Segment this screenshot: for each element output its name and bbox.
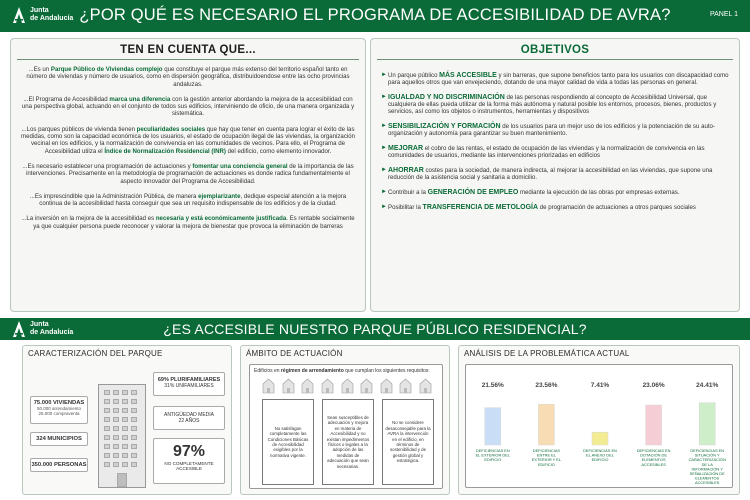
ten-en-cuenta-title: TEN EN CUENTA QUE... [120,44,256,56]
logo-line-1: Junta [30,7,49,14]
panel-tag: PANEL 1 [709,11,738,18]
bar-value-label: 7.41% [590,382,610,389]
bar-1 [485,408,501,445]
arrow-bullet-icon: ► [381,93,387,100]
arrow-bullet-icon: ► [381,71,387,78]
objetivo-item: ► AHORRAR costes para la sociedad, de manera indirecta, al mejorar la accesibilidad en las viviendas, que supone una reducción de la asistencia social y sanitaria a domicilio. [381,167,713,182]
house-icon [341,378,354,394]
personas-stat: 350.000 PERSONAS [30,458,88,472]
objetivo-item: ► IGUALDAD Y NO DISCRIMINACIÓN de las personas respondiendo al concepto de Accesibilidad Universal, que cualquiera de ellas pueda utilizar de la forma más autónoma y natural posible los entornos, procesos, bienes, productos y servicios, así como los objetos o instrumentos, herramientas y dispositivos [381,93,717,116]
arrow-bullet-icon: ► [381,145,387,152]
requisito-card-2: Sean susceptibles de adecuación y mejora en materia de Accesibilidad y no existan impedimentos físicos o legales a la adopción de las medidas de adecuación que sean necesarias. [322,399,374,485]
title-divider [17,59,359,60]
requisitos-panel [249,364,443,489]
section-title: ¿ES ACCESIBLE NUESTRO PARQUE PÚBLICO RESIDENCIAL? [163,321,587,337]
objetivos-box [370,38,740,312]
left-paragraph-1: ...Es un Parque Público de Viviendas complejo que constituye el parque más extenso del territorio español tanto en número de viviendas y número de usuarios, como en dispersión geográfica, distribuidoendose entre las ocho provincias andaluzas. [26,66,350,88]
page-title: ¿POR QUÉ ES NECESARIO EL PROGRAMA DE ACCESIBILIDAD DE AVRA? [79,6,671,24]
caracterizacion-title: CARACTERIZACIÓN DEL PARQUE [28,349,163,358]
section-band [0,318,750,340]
house-icon [321,378,334,394]
municipios-stat: 324 MUNICIPIOS [30,432,88,446]
left-paragraph-4: ...Es necesario establecer una programación de actuaciones y fomentar una conciencia general de la importancia de las intervenciones. Precisamente en la metodología de programación de actuaciones es donde radica fundamentalmente el aspecto innovador del Programa de Accesibilidad. [22,162,354,185]
building-icon [98,384,146,488]
requisito-card-3: No se considere desaconsejable para la AVRA la intervención en el edificio, en términos de sostenibilidad y de gestión global y estratégica. [382,399,434,485]
requisito-card-1: No satisfagan completamente las Condiciones Básicas de Accesibilidad exigibles por la normativa vigente. [262,399,314,485]
category-label: DEFICIENCIAS EN EL EXTERIOR DEL EDIFICIO [475,448,510,463]
house-icon [399,378,412,394]
objetivos-title: OBJETIVOS [520,44,590,56]
house-icon [301,378,314,394]
objetivo-item: ► Posibilitar la TRANSFERENCIA DE METOLOGÍA de programación de actuaciones a otros parques sociales [381,204,696,212]
logo-line-1: Junta [30,321,49,328]
house-icon [419,378,432,394]
bar-2 [538,404,554,445]
bar-value-label: 23.56% [535,382,558,389]
header-band [0,0,750,32]
category-label: DEFICIENCIAS ENTRE EL EXTERIOR Y EL EDIFICIO [531,448,562,467]
bar-value-label: 24.41% [696,382,719,389]
arrow-bullet-icon: ► [381,167,387,174]
problematica-chart [465,364,733,488]
objetivo-item: ► Un parque público MÁS ACCESIBLE y sin barreras, que supone beneficios tanto para los usuarios con discapacidad como para aquellos otros que van envejeciendo, dotando de una mayor calidad de vida a todas las personas en general. [381,71,729,86]
category-label: DEFICIENCIAS EN DOTACIÓN DE ELEMENTOS ACCESIBLES [636,448,671,467]
category-label: DEFICIENCIAS EN SITUACIÓN Y CARACTERIZACIÓN DE LA INFORMACIÓN Y SEÑALIZACIÓN DE ELEMENTOS ACCESIBLES [688,448,726,486]
logo-line-2: de Andalucía [30,15,74,22]
bar-value-label: 21.56% [481,382,504,389]
antiguedad-stat: ANTIGÜEDAD MEDIA 22 AÑOS [153,406,225,430]
left-paragraph-6: ...La inversión en la mejora de la accesibilidad es necesaria y está económicamente justificada. Es rentable socialmente ya que cualquier persona puede reconocer y valorar la mejora de bienestar que provoca la eliminación de barreras [21,215,355,230]
ambito-title: ÁMBITO DE ACTUACIÓN [246,349,343,358]
house-icon [262,378,275,394]
objetivo-item: ► SENSIBILIZACIÓN Y FORMACIÓN de los usuarios para un mejor uso de los edificios y la potenciación de su auto-organización y autonomía para garantizar su buen mantenimiento. [381,122,715,138]
bar-5 [699,403,715,445]
analisis-title: ANÁLISIS DE LA PROBLEMÁTICA ACTUAL [464,349,630,358]
left-paragraph-5: ...Es imprescindible que la Administración Pública, de manera ejemplarizante, dedique especial atención a la mejora continua de la accesibilidad hasta conseguir que sea un requisito indispensable de los edificios y de la ciudad. [29,192,347,208]
bar-value-label: 23.06% [642,382,665,389]
bar-3 [592,432,608,445]
tipologia-stat: 69% PLURIFAMILIARES 31% UNIFAMILIARES [153,372,225,396]
arrow-bullet-icon: ► [381,122,387,129]
house-icon [380,378,393,394]
requisitos-heading: Edificios en régimen de arrendamiento que cumplan los siguientes requisitos: [254,368,430,374]
left-paragraph-2: ...El Programa de Accesibilidad marca una diferencia con la gestión anterior abordando la mejora de la accesibilidad con una perspectiva global, actuando en el conjunto de todos sus edificios, interviniendo de oficio, de una manera organizada y sistemática. [21,95,355,118]
caracterizacion-section [22,345,232,495]
analisis-section [458,345,740,495]
objetivo-item: ► Contribuir a la GENERACIÓN DE EMPLEO mediante la ejecución de las obras por empresas externas. [381,189,680,197]
logo-line-2: de Andalucía [30,329,74,336]
houses-row [262,378,432,396]
objetivos-list [371,60,739,211]
viviendas-stat: 75.000 VIVIENDAS 50.000 arrendamiento 25.000 compraventa [30,396,88,424]
category-label: DEFICIENCIAS EN EL ANEXO DEL EDIFICIO [583,448,617,463]
house-icon [360,378,373,394]
arrow-bullet-icon: ► [381,204,387,211]
bar-4 [646,405,662,445]
ambito-section [240,345,450,495]
ten-en-cuenta-box [10,38,366,312]
house-icon [282,378,295,394]
arrow-bullet-icon: ► [381,189,387,196]
left-paragraph-3: ...Los parques públicos de vivienda tienen peculiaridades sociales que hay que tener en cuenta para lograr el éxito de las medidas, como son la capacidad económica de los usuarios, el estado de ocupación ilegal de las viviendas, la organización vecinal en los edificios, y la normalización de convivencia en las comunidades de vecinos. Para ello, el Programa de Accesibilidad utilza el Índice de Normalización Residencial (INR) del edificio, como elemento innovador. [21,125,356,155]
objetivo-item: ► MEJORAR el cobro de las rentas, el estado de ocupación de las viviendas y la normalización de convivencia en las comunidades de usuarios, mediante las intervenciones priorizadas en edificios [381,145,705,160]
accesibilidad-stat: 97% NO COMPLETAMENTE ACCESIBLE [153,438,225,484]
bar-chart-svg [466,365,734,489]
